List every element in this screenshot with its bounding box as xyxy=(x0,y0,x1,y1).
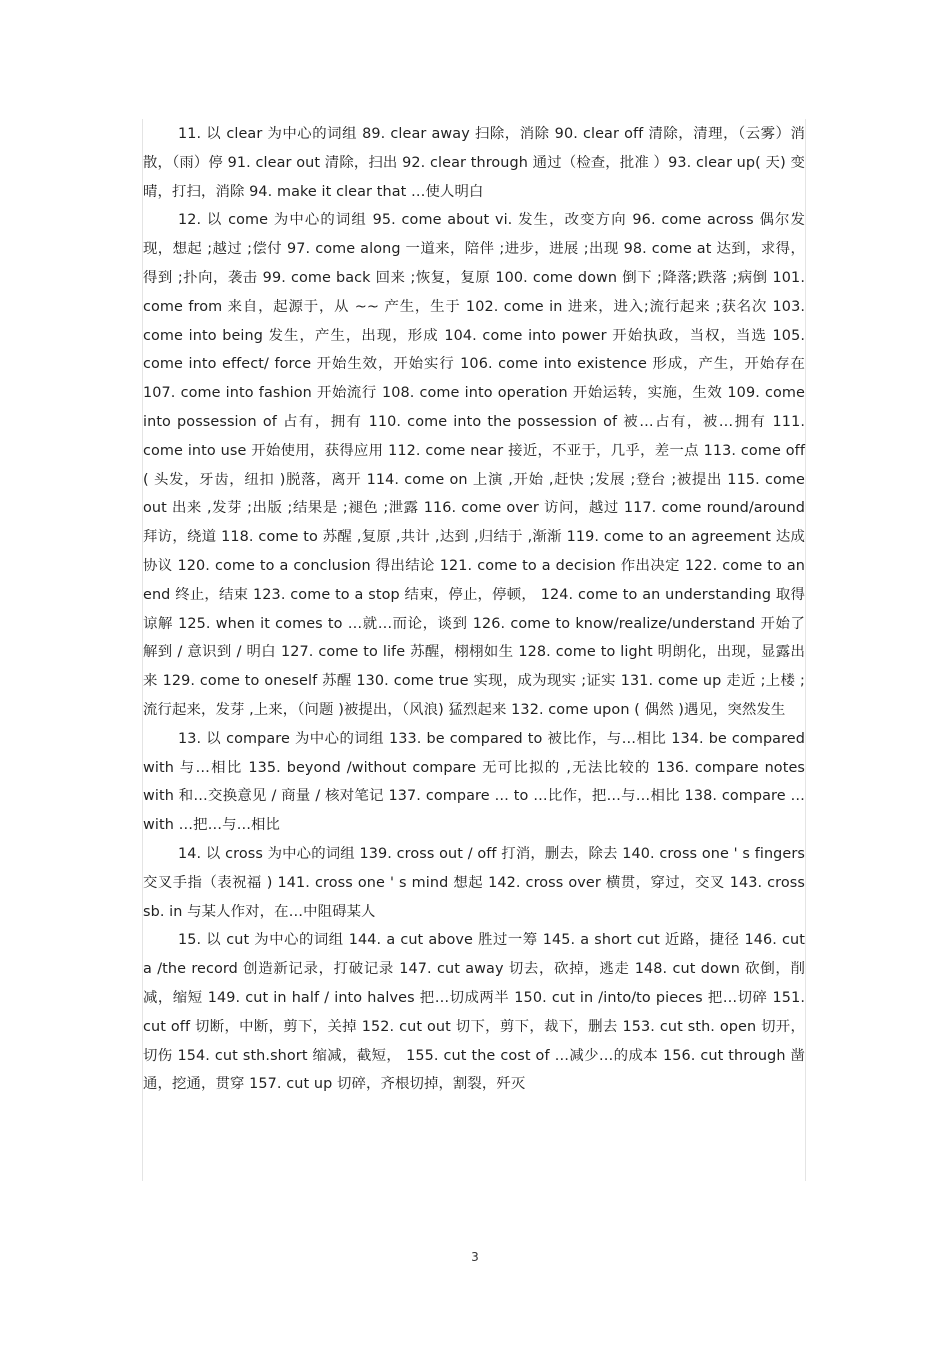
paragraph-come-phrases: 12. 以 come 为中心的词组 95. come about vi. 发生，改变方向 96. come across 偶尔发现，想起 ;越过 ;偿付 97. come along 一道来，陪伴 ;进步，进展 ;出现 98. come at 达到，求得，得到 ;扑向，袭击 99. come back 回来 ;恢复，复原 100. come down 倒下 ;降落;跌落 ;病倒 101. come from 来自，起源于，从 ~~ 产生，生于 102. come in 进来，进入;流行起来 ;获名次 103. come into being 发生，产生，出现，形成 104. come into power 开始执政，当权，当选 105. come into effect/ force 开始生效，开始实行 106. come into existence 形成，产生，开始存在 107. come into fashion 开始流行 108. come into operation 开始运转，实施，生效 109. come into possession of 占有，拥有 110. come into the possession of 被…占有，被…拥有 111. come into use 开始使用，获得应用 112. come near 接近，不亚于，几乎，差一点 113. come off ( 头发，牙齿，纽扣 )脱落，离开 114. come on 上演 ,开始 ,赶快 ;发展 ;登台 ;被提出 115. come out 出来 ,发芽 ;出版 ;结果是 ;褪色 ;泄露 116. come over 访问，越过 117. come round/around 拜访，绕道 118. come to 苏醒 ,复原 ,共计 ,达到 ,归结于 ,渐渐 119. come to an agreement 达成协议 120. come to a conclusion 得出结论 121. come to a decision 作出决定 122. come to an end 终止，结束 123. come to a stop 结束，停止，停顿， 124. come to an understanding 取得谅解 125. when it comes to …就…而论，谈到 126. come to know/realize/understand 开始了解到 / 意识到 / 明白 127. come to life 苏醒，栩栩如生 128. come to light 明朗化，出现，显露出来 129. come to oneself 苏醒 130. come true 实现，成为现实 ;证实 131. come up 走近 ;上楼 ;流行起来，发芽 ,上来，（问题 )被提出，（风浪) 猛烈起来 132. come upon ( 偶然 )遇见，突然发生 xyxy=(143,212,805,718)
paragraph-clear-phrases: 11. 以 clear 为中心的词组 89. clear away 扫除，消除 90. clear off 清除，清理，（云雾）消散，（雨）停 91. clear out 清除，扫出 92. clear through 通过（检查，批准 ）93. clear up( 天) 变晴，打扫，消除 94. make it clear that …使人明白 xyxy=(143,126,805,200)
paragraph-cross-phrases: 14. 以 cross 为中心的词组 139. cross out / off 打消，删去，除去 140. cross one ' s fingers 交叉手指（表祝福 ) 141. cross one ' s mind 想起 142. cross over 横贯，穿过，交叉 143. cross sb. in 与某人作对，在…中阻碍某人 xyxy=(143,845,805,920)
page-number: 3 xyxy=(471,1250,479,1264)
vocabulary-text-block xyxy=(143,120,805,1099)
paragraph-cut-phrases: 15. 以 cut 为中心的词组 144. a cut above 胜过一筹 145. a short cut 近路，捷径 146. cut a /the record 创造新记录，打破记录 147. cut away 切去，砍掉，逃走 148. cut down 砍倒，削减，缩短 149. cut in half / into halves 把…切成两半 150. cut in /into/to pieces 把…切碎 151. cut off 切断，中断，剪下，关掉 152. cut out 切下，剪下，裁下，删去 153. cut sth. open 切开，切伤 154. cut sth.short 缩减，截短， 155. cut the cost of …减少…的成本 156. cut through 凿通，挖通，贯穿 157. cut up 切碎，齐根切掉，割裂，歼灭 xyxy=(143,932,805,1093)
paragraph-compare-phrases: 13. 以 compare 为中心的词组 133. be compared to 被比作，与…相比 134. be compared with 与…相比 135. beyond /without compare 无可比拟的 ,无法比较的 136. compare notes with 和…交换意见 / 商量 / 核对笔记 137. compare … to …比作，把…与…相比 138. compare … with …把…与…相比 xyxy=(143,730,805,834)
